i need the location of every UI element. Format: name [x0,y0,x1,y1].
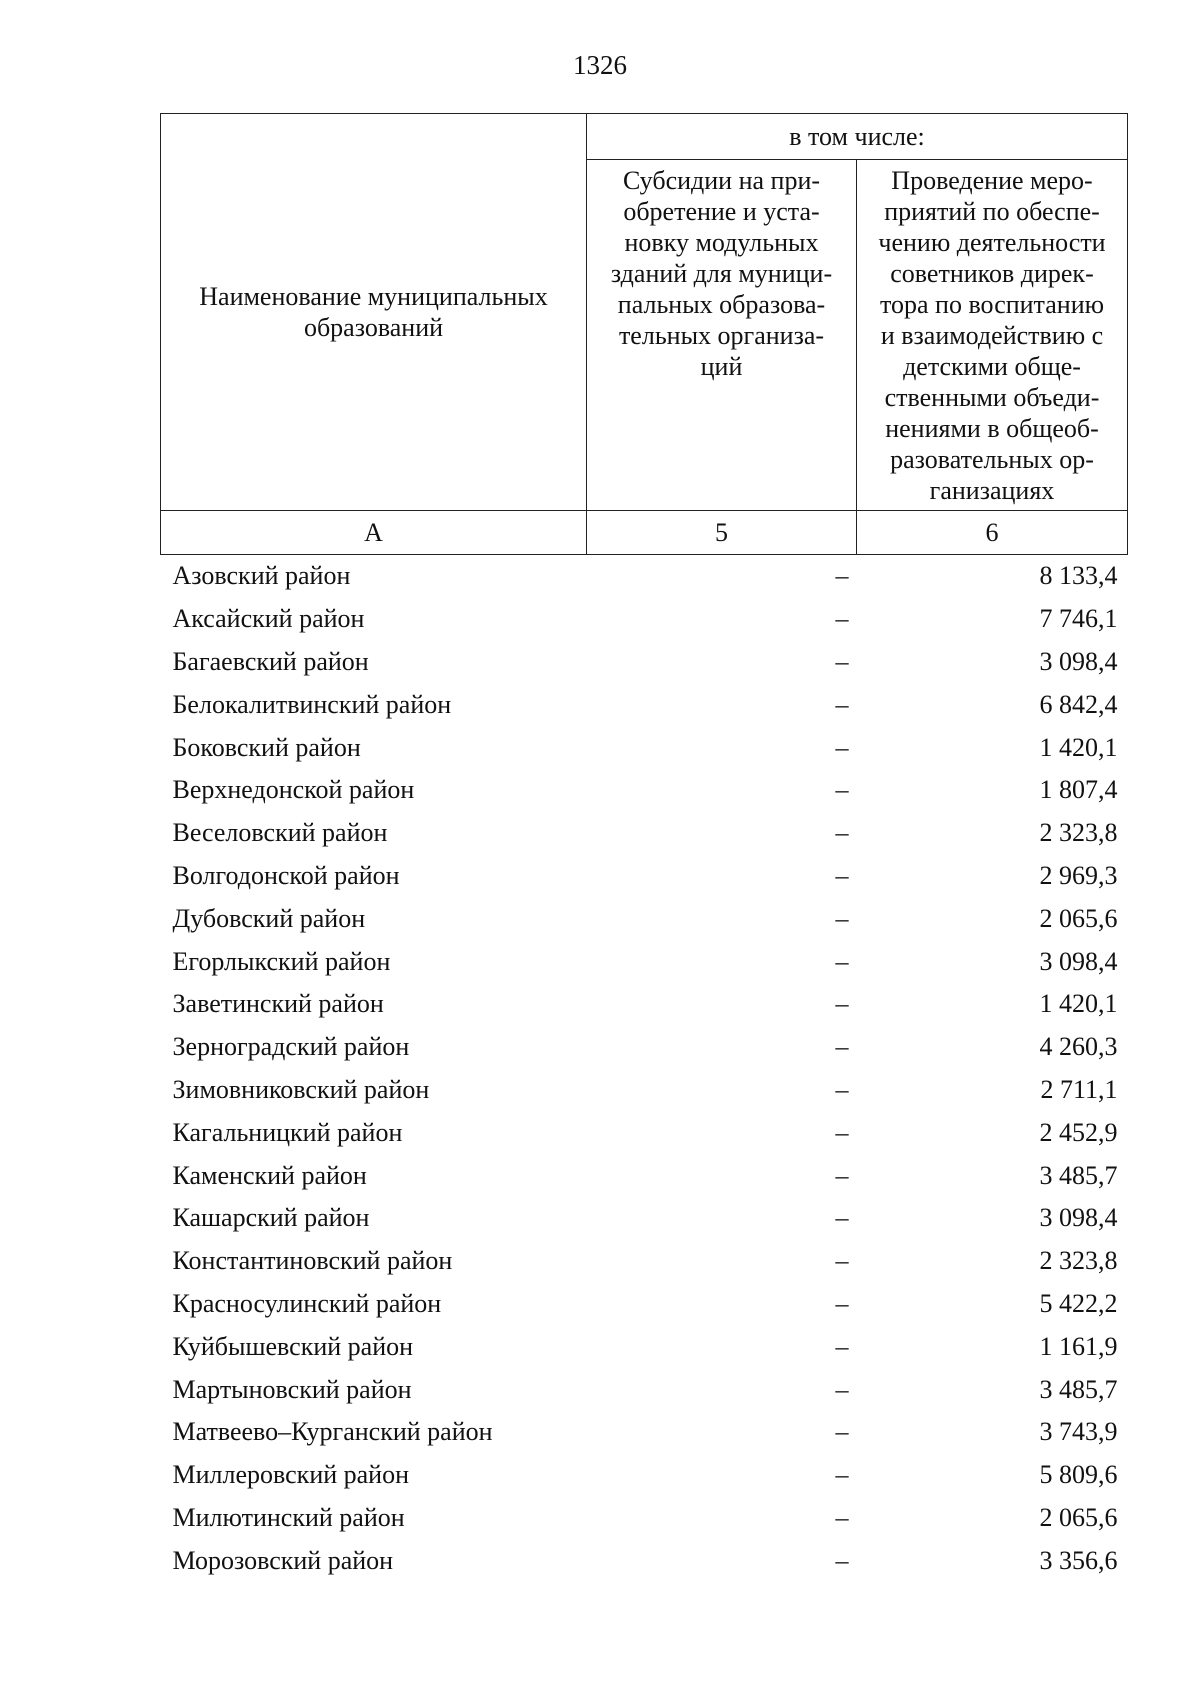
table-row [161,812,1128,855]
table-row [161,1497,1128,1540]
page-number: 1326 [573,50,627,80]
table-row [161,1411,1128,1454]
table-row [161,598,1128,641]
advisors-value-cell: 4 260,3 [1039,1032,1118,1062]
municipality-name-cell: Морозовский район [172,1545,394,1575]
modular-buildings-value-cell: – [835,818,849,848]
advisors-value-cell: 1 807,4 [1039,775,1118,805]
municipality-name-cell: Милютинский район [172,1502,405,1532]
table-row [161,1368,1128,1411]
advisors-value-cell: 3 485,7 [1039,1374,1118,1404]
modular-buildings-value-cell: – [835,946,849,976]
advisors-value-cell: 3 098,4 [1039,646,1118,676]
table-row [161,726,1128,769]
column-number-a: А [161,511,587,555]
table-body [161,555,1128,1583]
modular-buildings-value-cell: – [835,1203,849,1233]
table-row [161,641,1128,684]
advisors-value-cell: 3 485,7 [1039,1160,1118,1190]
municipality-name-cell: Куйбышевский район [172,1331,414,1361]
modular-buildings-value-cell: – [835,1331,849,1361]
advisors-value-cell: 2 452,9 [1039,1117,1118,1147]
table-row [161,897,1128,940]
modular-buildings-value-cell: – [835,732,849,762]
table-row [161,1283,1128,1326]
municipality-name-cell: Кагальницкий район [172,1117,403,1147]
municipality-name-cell: Дубовский район [172,903,366,933]
column-number-5: 5 [587,511,857,555]
modular-buildings-value-cell: – [835,903,849,933]
advisors-value-cell: 3 098,4 [1039,946,1118,976]
modular-buildings-value-cell: – [835,1545,849,1575]
modular-buildings-value-cell: – [835,1417,849,1447]
table-row [161,940,1128,983]
municipality-name-cell: Белокалитвинский район [172,689,452,719]
header-municipality-name: Наименование муниципальных образований [161,114,587,511]
advisors-value-cell: 6 842,4 [1039,689,1118,719]
table-row [161,769,1128,812]
advisors-value-cell: 8 133,4 [1039,561,1118,591]
advisors-value-cell: 7 746,1 [1039,604,1118,634]
table-row [161,855,1128,898]
advisors-value-cell: 2 065,6 [1039,1502,1118,1532]
header-including-group: в том числе: [587,114,1128,160]
municipality-name-cell: Мартыновский район [172,1374,412,1404]
municipality-name-cell: Егорлыкский район [172,946,391,976]
advisors-value-cell: 5 809,6 [1039,1460,1118,1490]
municipality-name-cell: Веселовский район [172,818,388,848]
modular-buildings-value-cell: – [835,1032,849,1062]
modular-buildings-value-cell: – [835,1288,849,1318]
municipality-name-cell: Кашарский район [172,1203,370,1233]
modular-buildings-value-cell: – [835,1160,849,1190]
table-row [161,1539,1128,1582]
table-row [161,1069,1128,1112]
advisors-value-cell: 1 420,1 [1039,989,1118,1019]
municipality-name-cell: Верхнедонской район [172,775,415,805]
table-row [161,983,1128,1026]
municipality-name-cell: Багаевский район [172,646,369,676]
modular-buildings-value-cell: – [835,1460,849,1490]
table-row [161,683,1128,726]
municipality-name-cell: Зимовниковский район [172,1074,430,1104]
municipality-name-cell: Боковский район [172,732,361,762]
modular-buildings-value-cell: – [835,561,849,591]
advisors-value-cell: 5 422,2 [1039,1288,1118,1318]
municipality-name-cell: Константиновский район [172,1246,453,1276]
column-number-row [161,511,1128,555]
advisors-value-cell: 3 098,4 [1039,1203,1118,1233]
modular-buildings-value-cell: – [835,1117,849,1147]
header-column-5 [587,160,857,511]
modular-buildings-value-cell: – [835,1374,849,1404]
table-row [161,1111,1128,1154]
modular-buildings-value-cell: – [835,860,849,890]
advisors-value-cell: 1 161,9 [1039,1331,1118,1361]
modular-buildings-value-cell: – [835,646,849,676]
municipality-name-cell: Заветинский район [172,989,384,1019]
municipality-name-cell: Зерноградский район [172,1032,410,1062]
header-column-6-text: Проведение меро- приятий по обеспе- чению деятельности советников дирек- тора по воспитанию и взаимодействию с детскими обще- ственными объеди- нениями в общеоб- разовательных ор- ганизациях [878,166,1106,505]
municipality-name-cell: Матвеево–Курганский район [172,1417,493,1447]
table-row [161,1325,1128,1368]
table-row [161,1240,1128,1283]
header-column-5-text: Субсидии на при- обретение и уста- новку модульных зданий для муници- пальных образова- тельных организа- ций [610,166,833,381]
table-row [161,555,1128,598]
municipality-name-cell: Красносулинский район [172,1288,442,1318]
header-column-6 [857,160,1128,511]
municipality-name-cell: Каменский район [172,1160,367,1190]
subsidy-table [160,113,1128,1582]
table-row [161,1454,1128,1497]
municipality-name-cell: Миллеровский район [172,1460,410,1490]
advisors-value-cell: 2 323,8 [1039,818,1118,848]
modular-buildings-value-cell: – [835,689,849,719]
advisors-value-cell: 2 323,8 [1039,1246,1118,1276]
modular-buildings-value-cell: – [835,1074,849,1104]
advisors-value-cell: 3 743,9 [1039,1417,1118,1447]
municipality-name-cell: Аксайский район [172,604,365,634]
advisors-value-cell: 1 420,1 [1039,732,1118,762]
table-row [161,1197,1128,1240]
advisors-value-cell: 2 711,1 [1040,1074,1118,1104]
modular-buildings-value-cell: – [835,604,849,634]
modular-buildings-value-cell: – [835,1246,849,1276]
table-row [161,1154,1128,1197]
advisors-value-cell: 3 356,6 [1039,1545,1118,1575]
advisors-value-cell: 2 065,6 [1039,903,1118,933]
advisors-value-cell: 2 969,3 [1039,860,1118,890]
municipality-name-cell: Волгодонской район [172,860,400,890]
table-header [161,114,1128,555]
table-row [161,1026,1128,1069]
municipality-name-cell: Азовский район [172,561,351,591]
column-number-6: 6 [857,511,1128,555]
modular-buildings-value-cell: – [835,1502,849,1532]
modular-buildings-value-cell: – [835,775,849,805]
modular-buildings-value-cell: – [835,989,849,1019]
